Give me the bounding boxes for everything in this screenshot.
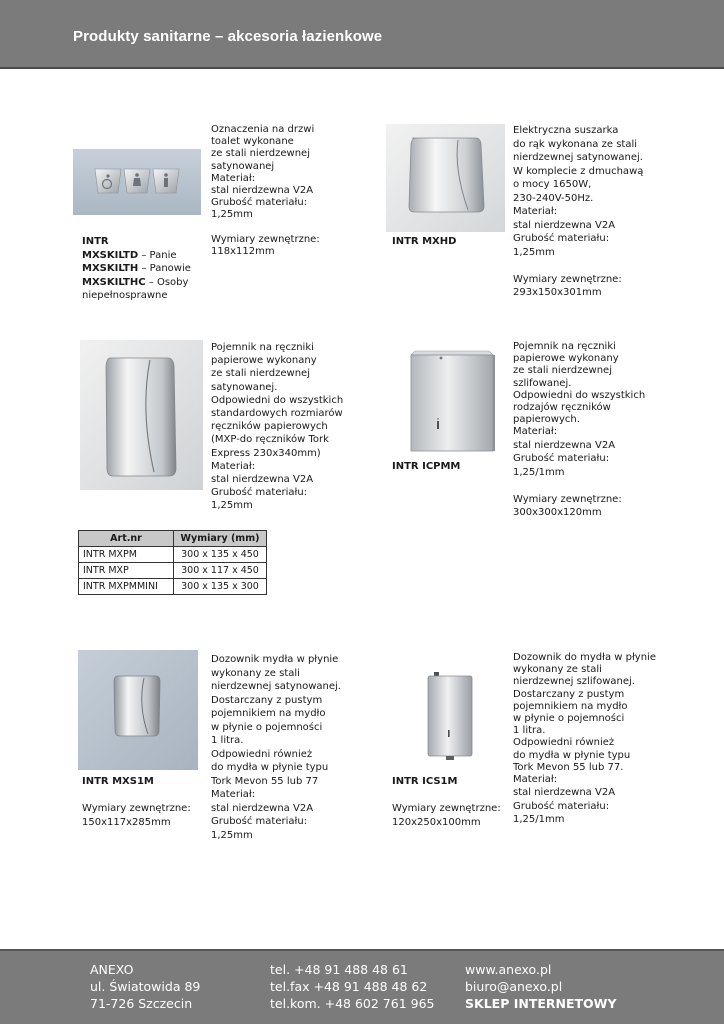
page-footer: [0, 949, 724, 1024]
soap-brushed-description: Dozownik do mydła w płynie wykonany ze stali nierdzewnej szlifowanej. Dostarczany z pustym pojemnikiem na mydło w płynie o pojemności 1 litra. Odpowiedni również do mydła w płynie typu Tork Mevon 55 lub 77. Materiał: stal nierdzewna V2A Grubość materiału: 1,25/1mm: [513, 652, 656, 826]
soap-satin-dims-label: Wymiary zewnętrzne:: [82, 803, 191, 814]
table-row: [79, 579, 267, 595]
signs-code-prefix: INTR: [82, 236, 109, 247]
signs-variant: MXSKILTH – Panowie: [82, 263, 191, 274]
towel-dispenser-brushed-image: [395, 345, 505, 457]
soap-brushed-info: [392, 775, 501, 829]
table-header: Wymiary (mm): [174, 531, 267, 547]
signs-description: Oznaczenia na drzwi toalet wykonane ze stali nierdzewnej satynowanej Materiał: stal nierdzewna V2A Grubość materiału: 1,25mm Wymiary zewnętrzne: 118x112mm: [211, 124, 320, 257]
table-cell: INTR MXPM: [79, 547, 174, 563]
soap-dispenser-brushed-image: [420, 668, 480, 764]
signs-code-list: [82, 235, 191, 303]
towel-brushed-code: INTR ICPMM: [392, 461, 461, 472]
table-cell: INTR MXPMMINI: [79, 579, 174, 595]
company-name: ANEXO: [90, 962, 134, 977]
signs-variant: MXSKILTHC – Osoby: [82, 276, 189, 288]
towel-brushed-description: Pojemnik na ręczniki papierowe wykonany ze stali nierdzewnej szlifowanej. Odpowiedni do wszystkich rodzajów ręczników papierowych. Materiał: stal nierdzewna V2A Grubość materiału: 1,25/1mm Wymiary zewnętrzne: 300x300x120mm: [513, 341, 646, 519]
towel-satin-description: Pojemnik na ręczniki papierowe wykonany ze stali nierdzewnej satynowanej. Odpowiedni do wszystkich standardowych rozmiarów ręczników papierowych (MXP-do ręczników Tork Express 230x340mm) Materiał: stal nierdzewna V2A Grubość materiału: 1,25mm: [211, 342, 344, 512]
table-header-row: [79, 531, 267, 547]
towel-dispenser-satin-image: [80, 340, 203, 490]
soap-brushed-dims: 120x250x100mm: [392, 816, 481, 828]
dryer-description: Elektryczna suszarka do rąk wykonana ze stali nierdzewnej satynowanej. W komplecie z dmuchawą o mocy 1650W, 230-240V-50Hz. Materiał: stal nierdzewna V2A Grubość materiału: 1,25mm Wymiary zewnętrzne: 293x150x301mm: [513, 125, 644, 298]
table-cell: INTR MXP: [79, 563, 174, 579]
phone-number: tel. +48 91 488 48 61: [270, 962, 408, 977]
address-city: 71-726 Szczecin: [90, 996, 193, 1011]
page-title: Produkty sanitarne – akcesoria łazienkowe: [73, 28, 383, 45]
soap-brushed-code: INTR ICS1M: [392, 776, 458, 787]
footer-address: [90, 961, 200, 1012]
soap-satin-description: Dozownik mydła w płynie wykonany ze stali nierdzewnej satynowanej. Dostarczany z pustym pojemnikiem na mydło w płynie o pojemności 1 litra. Odpowiedni również do mydła w płynie typu Tork Mevon 55 lub 77 Materiał: stal nierdzewna V2A Grubość materiału: 1,25mm: [211, 654, 341, 841]
footer-web: [465, 961, 617, 1012]
signs-variant: MXSKILTD – Panie: [82, 249, 177, 261]
hand-dryer-image: [386, 124, 505, 232]
address-street: ul. Światowida 89: [90, 979, 201, 994]
soap-satin-code: INTR MXS1M: [82, 776, 154, 787]
table-row: [79, 547, 267, 563]
table-cell: 300 x 135 x 450: [174, 547, 267, 563]
soap-satin-info: [82, 775, 191, 829]
website-link[interactable]: www.anexo.pl: [465, 962, 552, 977]
signs-variant-tail: niepełnosprawne: [82, 290, 168, 301]
dryer-code: INTR MXHD: [392, 236, 457, 247]
fax-number: tel.fax +48 91 488 48 62: [270, 979, 428, 994]
soap-satin-dims: 150x117x285mm: [82, 816, 171, 828]
online-shop-link[interactable]: SKLEP INTERNETOWY: [465, 996, 617, 1011]
towel-size-table: [78, 530, 267, 595]
door-signs-image: [73, 149, 201, 215]
soap-dispenser-satin-image: [78, 650, 198, 770]
table-cell: 300 x 135 x 300: [174, 579, 267, 595]
soap-brushed-dims-label: Wymiary zewnętrzne:: [392, 803, 501, 814]
email-link[interactable]: biuro@anexo.pl: [465, 979, 563, 994]
footer-phones: [270, 961, 434, 1012]
table-header: Art.nr: [79, 531, 174, 547]
page-header: [0, 0, 724, 69]
table-row: [79, 563, 267, 579]
table-cell: 300 x 117 x 450: [174, 563, 267, 579]
mobile-number: tel.kom. +48 602 761 965: [270, 996, 435, 1011]
